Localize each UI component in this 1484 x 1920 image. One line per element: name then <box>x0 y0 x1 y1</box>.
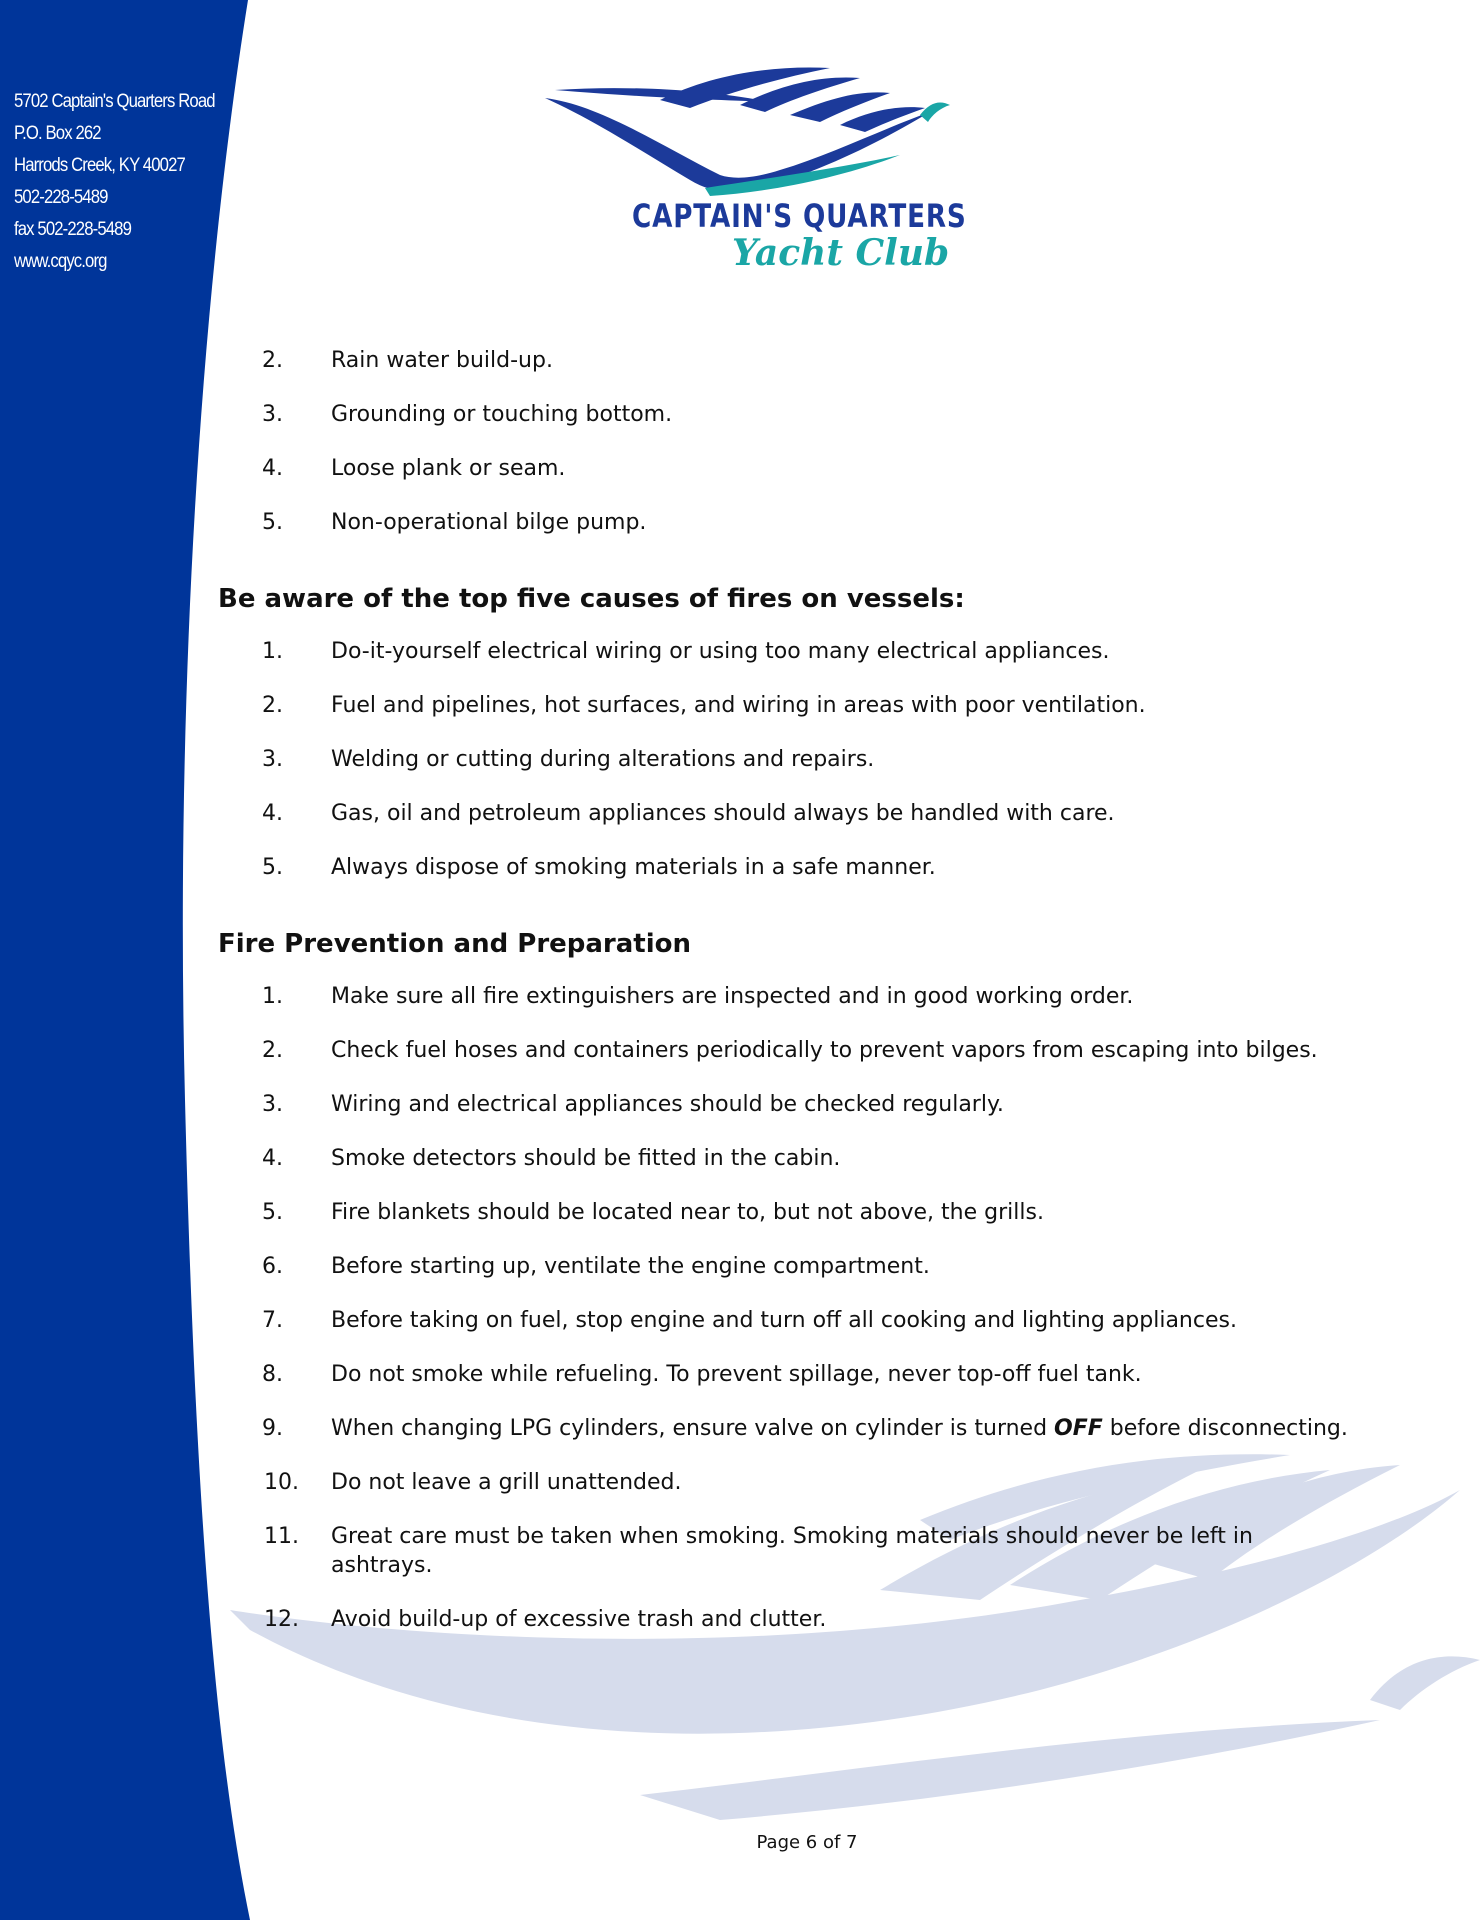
list-item <box>218 454 1398 483</box>
list-item <box>218 799 1398 828</box>
item-text: Rain water build-up. <box>331 348 553 373</box>
address-fax: fax 502-228-5489 <box>14 219 131 240</box>
item-number: 1. <box>262 984 283 1009</box>
main-content <box>218 346 1398 1659</box>
item-number: 9. <box>262 1416 283 1441</box>
page-number: Page 6 of 7 <box>756 1832 858 1853</box>
item-number: 4. <box>262 456 283 481</box>
item-number: 8. <box>262 1362 283 1387</box>
list-item <box>218 1036 1398 1065</box>
item-number: 12. <box>264 1607 299 1632</box>
list-item <box>218 982 1398 1011</box>
address-city: Harrods Creek, KY 40027 <box>14 155 185 176</box>
item-number: 2. <box>262 348 283 373</box>
item-number: 1. <box>262 639 283 664</box>
item-text: Great care must be taken when smoking. Smoking materials should never be left in ashtrays. <box>331 1524 1253 1578</box>
address-website[interactable]: www.cqyc.org <box>14 251 107 272</box>
fire-prevention-list <box>218 982 1398 1634</box>
list-item <box>218 745 1398 774</box>
item-number: 2. <box>262 693 283 718</box>
item-text <box>331 1414 1351 1443</box>
address-phone: 502-228-5489 <box>14 187 108 208</box>
list-item <box>218 400 1398 429</box>
item-number: 3. <box>262 402 283 427</box>
list-item <box>218 346 1398 375</box>
item-text-part: before disconnecting. <box>1102 1416 1348 1441</box>
list-item <box>218 508 1398 537</box>
logo-title: CAPTAIN'S QUARTERS <box>632 197 967 235</box>
item-text: Smoke detectors should be fitted in the cabin. <box>331 1146 841 1171</box>
item-text: Wiring and electrical appliances should be checked regularly. <box>331 1092 1004 1117</box>
item-text: Loose plank or seam. <box>331 456 566 481</box>
item-number: 3. <box>262 747 283 772</box>
list-item <box>218 1522 1398 1580</box>
item-text: Always dispose of smoking materials in a safe manner. <box>331 855 936 880</box>
fire-causes-heading: Be aware of the top five causes of fires on vessels: <box>218 584 965 614</box>
bilge-causes-list <box>218 346 1398 537</box>
item-text: Do not smoke while refueling. To prevent spillage, never top-off fuel tank. <box>331 1362 1142 1387</box>
item-text: Fire blankets should be located near to, but not above, the grills. <box>331 1200 1044 1225</box>
item-text-part: When changing LPG cylinders, ensure valve on cylinder is turned <box>331 1416 1055 1441</box>
item-number: 5. <box>262 1200 283 1225</box>
list-item <box>218 1090 1398 1119</box>
address-po-box: P.O. Box 262 <box>14 123 101 144</box>
fire-causes-list <box>218 637 1398 882</box>
item-text: Grounding or touching bottom. <box>331 402 673 427</box>
address-block <box>14 86 215 278</box>
item-number: 6. <box>262 1254 283 1279</box>
address-street: 5702 Captain's Quarters Road <box>14 91 215 112</box>
item-number: 10. <box>264 1470 299 1495</box>
list-item <box>218 1252 1398 1281</box>
item-number: 5. <box>262 855 283 880</box>
item-number: 4. <box>262 1146 283 1171</box>
item-text: Make sure all fire extinguishers are inspected and in good working order. <box>331 984 1134 1009</box>
list-item <box>218 1198 1398 1227</box>
list-item <box>218 691 1398 720</box>
fire-prevention-heading: Fire Prevention and Preparation <box>218 929 692 959</box>
list-item <box>218 1306 1398 1335</box>
item-number: 3. <box>262 1092 283 1117</box>
list-item <box>218 1144 1398 1173</box>
item-number: 7. <box>262 1308 283 1333</box>
off-emphasis: OFF <box>1054 1416 1103 1441</box>
item-text: Before starting up, ventilate the engine compartment. <box>331 1254 930 1279</box>
list-item <box>218 1605 1398 1634</box>
item-text: Check fuel hoses and containers periodically to prevent vapors from escaping into bilges. <box>331 1038 1318 1063</box>
item-number: 2. <box>262 1038 283 1063</box>
item-number: 4. <box>262 801 283 826</box>
item-text: Avoid build-up of excessive trash and clutter. <box>331 1607 827 1632</box>
list-item <box>218 853 1398 882</box>
item-text: Do-it-yourself electrical wiring or using too many electrical appliances. <box>331 639 1110 664</box>
list-item <box>218 1360 1398 1389</box>
logo-subtitle: Yacht Club <box>732 232 950 274</box>
item-text: Fuel and pipelines, hot surfaces, and wiring in areas with poor ventilation. <box>331 693 1146 718</box>
list-item <box>218 1468 1398 1497</box>
item-text: Before taking on fuel, stop engine and turn off all cooking and lighting appliances. <box>331 1308 1237 1333</box>
item-text: Gas, oil and petroleum appliances should always be handled with care. <box>331 801 1115 826</box>
item-text: Do not leave a grill unattended. <box>331 1470 682 1495</box>
item-number: 11. <box>264 1524 299 1549</box>
list-item <box>218 637 1398 666</box>
item-text: Non-operational bilge pump. <box>331 510 647 535</box>
list-item <box>218 1414 1398 1443</box>
sidebar-swoosh <box>0 0 250 1920</box>
item-number: 5. <box>262 510 283 535</box>
item-text: Welding or cutting during alterations and repairs. <box>331 747 875 772</box>
